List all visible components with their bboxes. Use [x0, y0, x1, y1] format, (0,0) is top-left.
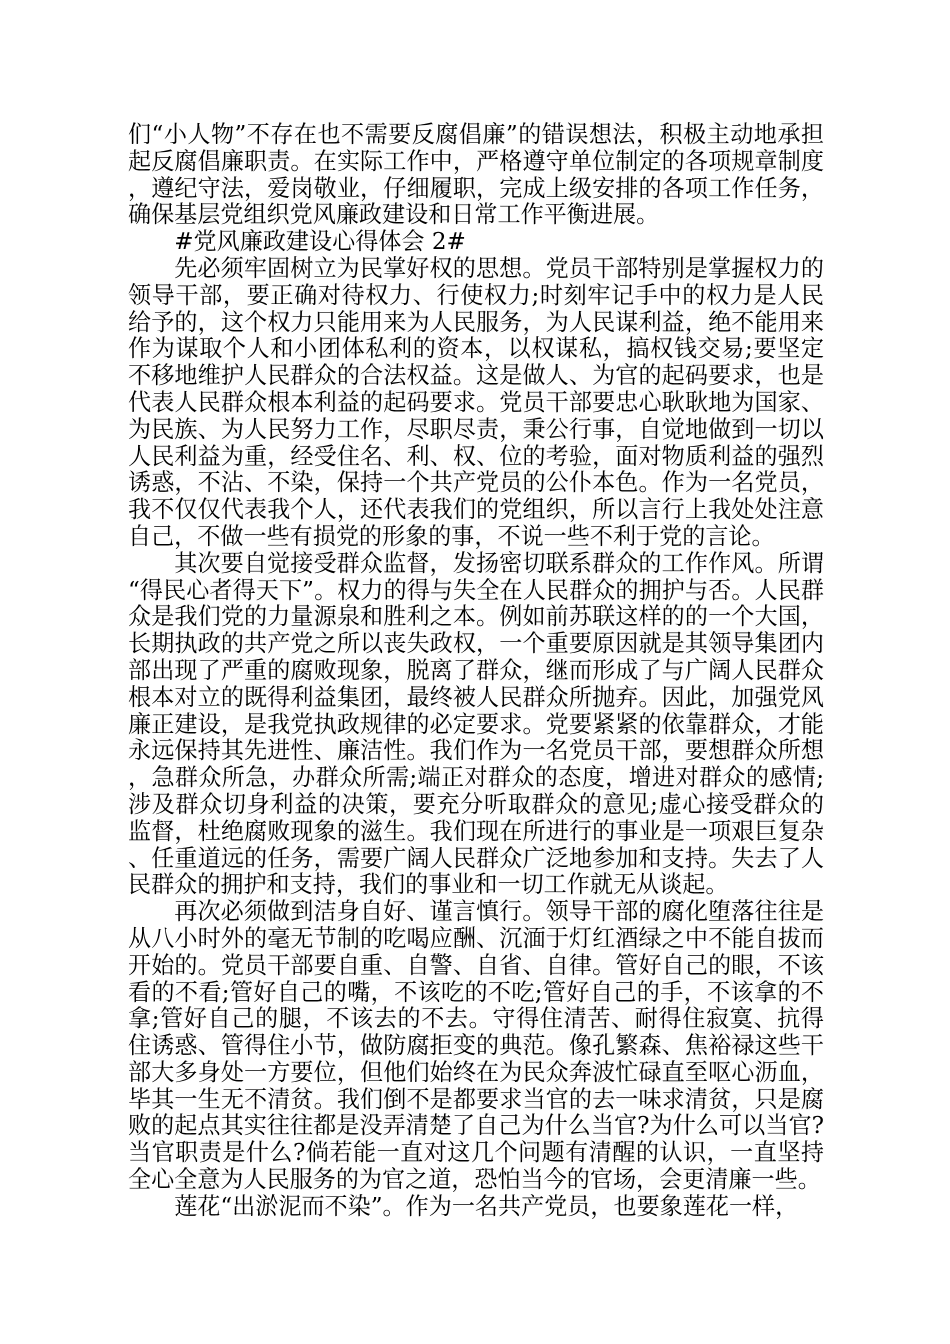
paragraph-4: 再次必须做到洁身自好、谨言慎行。领导干部的腐化堕落往往是从八小时外的毫无节制的吃喝应酬、沉湎于灯红酒绿之中不能自拔而开始的。党员干部要自重、自警、自省、自律。管好自己的眼，不该看的不看;管好自己的嘴，不该吃的不吃;管好自己的手，不该拿的不拿;管好自己的腿，不该去的不去。守得住清苦、耐得住寂寞、抗得住诱惑、管得住小节，做防腐拒变的典范。像孔繁森、焦裕禄这些干部大多身处一方要位，但他们始终在为民众奔波忙碌直至呕心沥血，毕其一生无不清贫。我们倒不是都要求当官的去一味求清贫，只是腐败的起点其实往往都是没弄清楚了自己为什么当官?为什么可以当官?当官职责是什么?倘若能一直对这几个问题有清醒的认识，一直坚持全心全意为人民服务的为官之道，恐怕当今的官场，会更清廉一些。: [128, 899, 824, 1194]
document-body: [128, 122, 824, 1221]
paragraph-5: 莲花“出淤泥而不染”。作为一名共产党员，也要象莲花一样，: [174, 1193, 799, 1220]
section-heading: #党风廉政建设心得体会 2#: [174, 229, 466, 256]
paragraph-3: 其次要自觉接受群众监督，发扬密切联系群众的工作作风。所谓“得民心者得天下”。权力的得与失全在人民群众的拥护与否。人民群众是我们党的力量源泉和胜利之本。例如前苏联这样的的一个大国，长期执政的共产党之所以丧失政权，一个重要原因就是其领导集团内部出现了严重的腐败现象，脱离了群众，继而形成了与广阔人民群众根本对立的既得利益集团，最终被人民群众所抛弃。因此，加强党风廉正建设，是我党执政规律的必定要求。党要紧紧的依靠群众，才能永远保持其先进性、廉洁性。我们作为一名党员干部，要想群众所想，急群众所急，办群众所需;端正对群众的态度，增进对群众的感情;涉及群众切身利益的决策，要充分听取群众的意见;虚心接受群众的监督，杜绝腐败现象的滋生。我们现在所进行的事业是一项艰巨复杂、任重道远的任务，需要广阔人民群众广泛地参加和支持。失去了人民群众的拥护和支持，我们的事业和一切工作就无从谈起。: [128, 550, 824, 899]
paragraph-2: 先必须牢固树立为民掌好权的思想。党员干部特别是掌握权力的领导干部，要正确对待权力、行使权力;时刻牢记手中的权力是人民给予的，这个权力只能用来为人民服务，为人民谋利益，绝不能用来作为谋取个人和小团体私利的资本，以权谋私，搞权钱交易;要坚定不移地维护人民群众的合法权益。这是做人、为官的起码要求，也是代表人民群众根本利益的起码要求。党员干部要忠心耿耿地为国家、为民族、为人民努力工作，尽职尽责，秉公行事，自觉地做到一切以人民利益为重，经受住名、利、权、位的考验，面对物质利益的强烈诱惑，不沾、不染，保持一个共产党员的公仆本色。作为一名党员，我不仅仅代表我个人，还代表我们的党组织，所以言行上我处处注意自己，不做一些有损党的形象的事，不说一些不利于党的言论。: [128, 255, 824, 550]
paragraph-1: 们“小人物”不存在也不需要反腐倡廉”的错误想法，积极主动地承担起反腐倡廉职责。在实际工作中，严格遵守单位制定的各项规章制度，遵纪守法，爱岗敬业，仔细履职，完成上级安排的各项工作任务，确保基层党组织党风廉政建设和日常工作平衡进展。: [128, 122, 824, 229]
